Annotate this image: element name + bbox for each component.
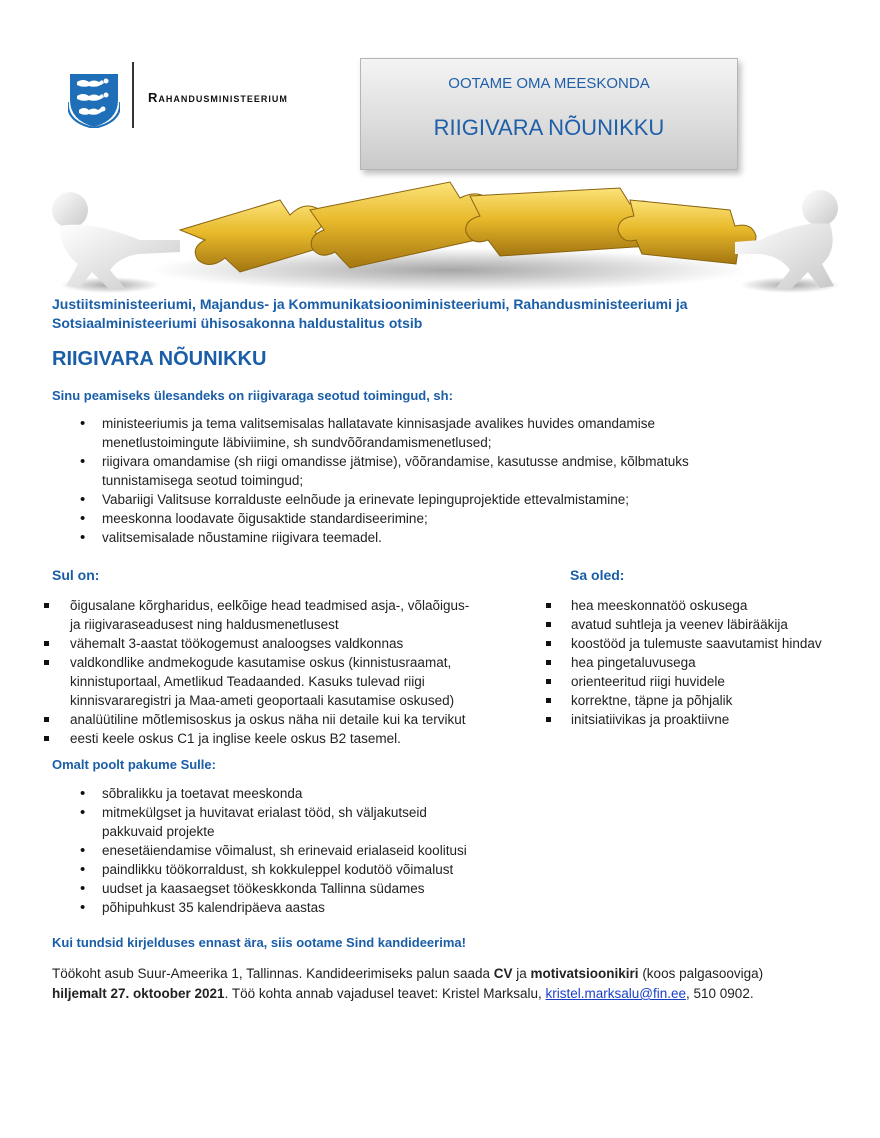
list-item: • enesetäiendamise võimalust, sh erinevaid erialaseid koolitusi xyxy=(80,841,680,860)
deadline: hiljemalt 27. oktoober 2021 xyxy=(52,986,225,1001)
bullet-icon xyxy=(44,603,49,608)
requirements-list xyxy=(44,596,514,748)
requirements-heading: Sul on: xyxy=(52,567,100,583)
list-item: • valitsemisalade nõustamine riigivara teemadel. xyxy=(80,528,800,547)
list-item: • riigivara omandamise (sh riigi omandisse jätmise), võõrandamise, kasutusse andmise, kõlbmatuks tunnistamisega seotud toimingud; xyxy=(80,452,800,490)
bullet-icon xyxy=(546,660,551,665)
bullet-icon xyxy=(44,641,49,646)
list-item: avatud suhtleja ja veenev läbirääkija xyxy=(546,615,856,634)
offer-heading: Omalt poolt pakume Sulle: xyxy=(52,757,216,772)
logo-divider xyxy=(132,62,134,128)
application-line-2: hiljemalt 27. oktoober 2021. Töö kohta annab vajadusel teavet: Kristel Marksalu, kristel.marksalu@fin.ee, 510 0902. xyxy=(52,986,754,1001)
list-item: • uudset ja kaasaegset töökeskkonda Tallinna südames xyxy=(80,879,680,898)
header-banner xyxy=(360,58,738,170)
ministry-name: Rahandusministeerium xyxy=(148,90,288,105)
list-item: • sõbralikku ja toetavat meeskonda xyxy=(80,784,680,803)
duties-heading: Sinu peamiseks ülesandeks on riigivaraga seotud toimingud, sh: xyxy=(52,388,453,403)
list-item: valdkondlike andmekogude kasutamise oskus (kinnistusraamat, kinnistuportaal, Ametlikud Teadaanded. Kasuks tulevad riigi kinnisvararegistri ja Maa-ameti geoportaali kasutamise oskused) xyxy=(44,653,514,710)
list-item: • meeskonna loodavate õigusaktide standardiseerimine; xyxy=(80,509,800,528)
list-item: • Vabariigi Valitsuse korralduste eelnõude ja erinevate lepinguprojektide ettevalmistamine; xyxy=(80,490,800,509)
application-line-1: Töökoht asub Suur-Ameerika 1, Tallinnas. Kandideerimiseks palun saada CV ja motivatsioonikiri (koos palgasooviga) xyxy=(52,966,764,981)
bullet-icon xyxy=(546,679,551,684)
traits-heading: Sa oled: xyxy=(570,567,625,583)
intro-line-1: Justiitsministeeriumi, Majandus- ja Kommunikatsiooniministeeriumi, Rahandusministeeriumi ja xyxy=(52,296,688,312)
list-item: • mitmekülgset ja huvitavat erialast tööd, sh väljakutseid pakkuvaid projekte xyxy=(80,803,680,841)
offer-list xyxy=(80,784,680,917)
banner-subtitle: OOTAME OMA MEESKONDA xyxy=(448,75,650,92)
list-item: • paindlikku töökorraldust, sh kokkuleppel kodutöö võimalust xyxy=(80,860,680,879)
bullet-icon xyxy=(44,736,49,741)
bullet-icon xyxy=(546,698,551,703)
puzzle-illustration xyxy=(30,160,862,300)
list-item: • põhipuhkust 35 kalendripäeva aastas xyxy=(80,898,680,917)
application-info xyxy=(52,964,842,1004)
bullet-icon xyxy=(44,660,49,665)
bullet-icon xyxy=(546,641,551,646)
list-item: orienteeritud riigi huvidele xyxy=(546,672,856,691)
contact-email-link[interactable]: kristel.marksalu@fin.ee xyxy=(545,986,687,1001)
list-item: hea meeskonnatöö oskusega xyxy=(546,596,856,615)
list-item: vähemalt 3-aastat töökogemust analoogses valdkonnas xyxy=(44,634,514,653)
banner-title: RIIGIVARA NÕUNIKKU xyxy=(433,115,665,140)
ministry-logo xyxy=(64,62,354,130)
job-title: RIIGIVARA NÕUNIKKU xyxy=(52,348,267,370)
list-item: initsiatiivikas ja proaktiivne xyxy=(546,710,856,729)
list-item: korrektne, täpne ja põhjalik xyxy=(546,691,856,710)
list-item: õigusalane kõrgharidus, eelkõige head teadmised asja-, võlaõigus- ja riigivaraseadusest ning haldusmenetlusest xyxy=(44,596,514,634)
bullet-icon xyxy=(44,717,49,722)
list-item: eesti keele oskus C1 ja inglise keele oskus B2 tasemel. xyxy=(44,729,514,748)
traits-list xyxy=(546,596,856,729)
intro-text xyxy=(52,295,812,333)
bullet-icon xyxy=(546,717,551,722)
list-item: analüütiline mõtlemisoskus ja oskus näha nii detaile kui ka tervikut xyxy=(44,710,514,729)
bullet-icon xyxy=(546,622,551,627)
duties-list xyxy=(80,414,800,547)
intro-line-2: Sotsiaalministeeriumi ühisosakonna haldustalitus otsib xyxy=(52,315,423,331)
list-item: hea pingetaluvusega xyxy=(546,653,856,672)
list-item: koostööd ja tulemuste saavutamist hindav xyxy=(546,634,856,653)
bullet-icon xyxy=(546,603,551,608)
coat-of-arms-icon xyxy=(68,72,120,128)
list-item: • ministeeriumis ja tema valitsemisalas hallatavate kinnisasjade avalikes huvides omandamise menetlustoimingute läbiviimine, sh sundvõõrandamismenetlused; xyxy=(80,414,800,452)
closing-heading: Kui tundsid kirjelduses ennast ära, siis ootame Sind kandideerima! xyxy=(52,935,466,950)
